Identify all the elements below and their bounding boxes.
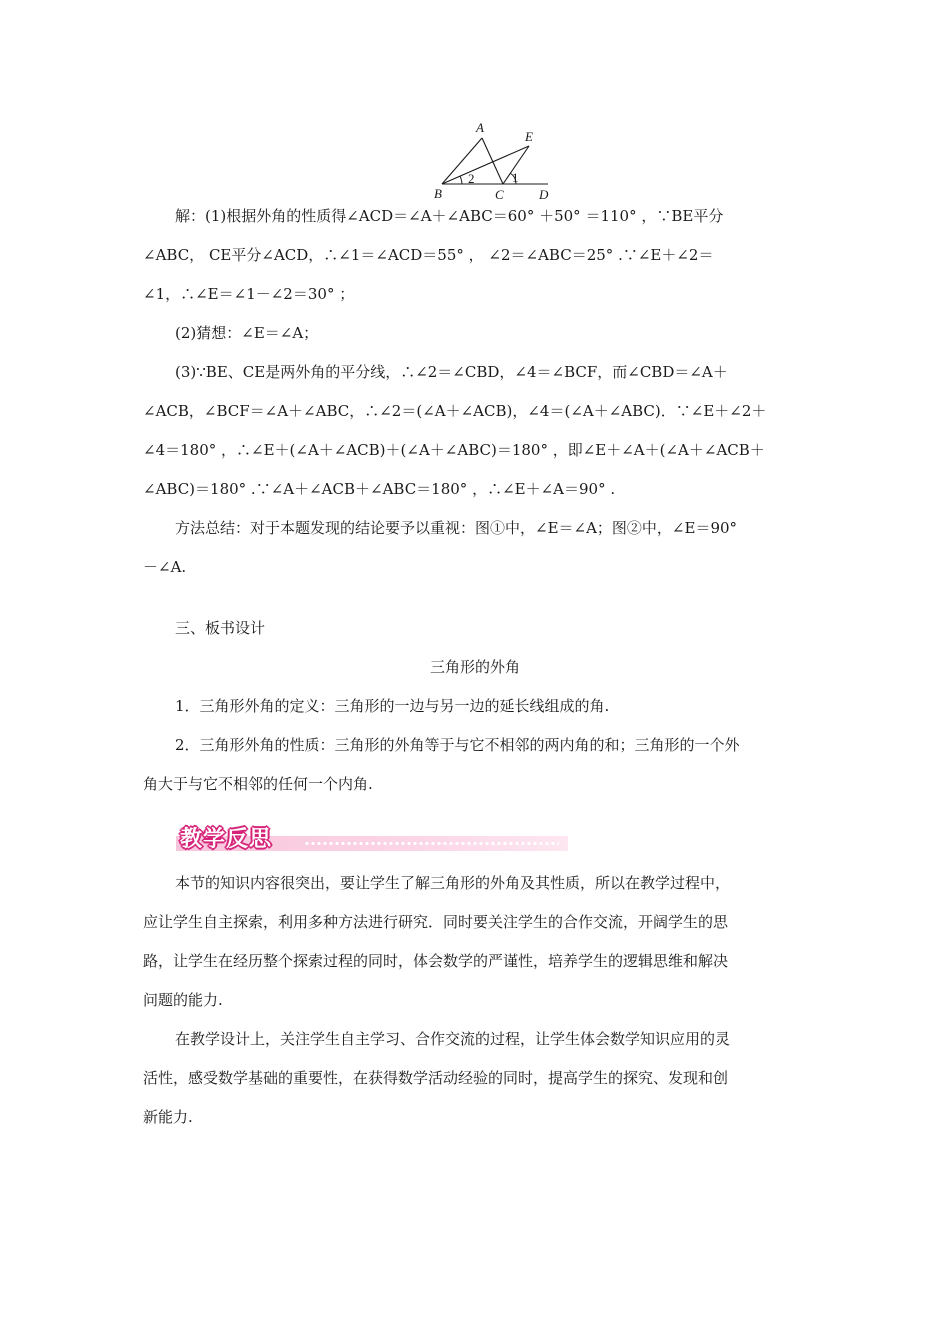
label-A: A	[476, 120, 484, 135]
reflection-para2-line1: 在教学设计上，关注学生自主学习、合作交流的过程，让学生体会数学知识应用的灵	[175, 1030, 731, 1048]
solution-part3-line1: (3)∵BE、CE是两外角的平分线，∴∠2＝∠CBD，∠4＝∠BCF，而∠CBD＝∠A＋	[175, 363, 728, 381]
board-section-title: 三、板书设计	[175, 619, 266, 637]
label-D: D	[539, 187, 549, 202]
board-item-2-line2: 角大于与它不相邻的任何一个内角.	[143, 775, 373, 793]
solution-part1-line1: 解：(1)根据外角的性质得∠ACD＝∠A＋∠ABC＝60° ＋50° ＝110° ，∵BE平分	[175, 207, 724, 225]
method-summary-line1: 方法总结：对于本题发现的结论要予以重视：图①中，∠E＝∠A；图②中，∠E＝90°	[175, 519, 738, 537]
angle-arc-2	[460, 176, 462, 184]
reflection-para1-line3: 路，让学生在经历整个探索过程的同时，体会数学的严谨性，培养学生的逻辑思维和解决	[143, 952, 729, 970]
solution-part3-line4: ∠ABC)＝180° .∵∠A＋∠ACB＋∠ABC＝180° ，∴∠E＋∠A＝90° .	[143, 480, 616, 498]
solution-part1-line2: ∠ABC， CE平分∠ACD，∴∠1＝∠ACD＝55° ， ∠2＝∠ABC＝25° .∵∠E＋∠2＝	[143, 246, 714, 264]
reflection-para1-line2: 应让学生自主探索，利用多种方法进行研究．同时要关注学生的合作交流，开阔学生的思	[143, 913, 729, 931]
reflection-para2-line3: 新能力.	[143, 1108, 193, 1126]
banner-title: 教学反思	[180, 827, 273, 852]
solution-part1-line3: ∠1，∴∠E＝∠1－∠2＝30° ；	[143, 285, 355, 303]
board-item-1: 1．三角形外角的定义：三角形的一边与另一边的延长线组成的角.	[175, 697, 610, 715]
reflection-banner	[176, 824, 568, 854]
label-B: B	[434, 186, 442, 201]
reflection-para1-line4: 问题的能力.	[143, 991, 223, 1009]
solution-part3-line3: ∠4＝180° ，∴∠E＋(∠A＋∠ACB)＋(∠A＋∠ABC)＝180° ，即∠E＋∠A＋(∠A＋∠ACB＋	[143, 441, 765, 459]
reflection-para1-line1: 本节的知识内容很突出，要让学生了解三角形的外角及其性质，所以在教学过程中，	[175, 874, 731, 892]
board-title: 三角形的外角	[429, 658, 520, 676]
banner-dots	[304, 842, 559, 845]
label-C: C	[495, 187, 504, 202]
label-E: E	[525, 129, 533, 144]
label-angle-2: 2	[468, 171, 475, 186]
method-summary-line2: －∠A.	[143, 558, 187, 576]
segment-BA	[442, 138, 482, 184]
solution-part3-line2: ∠ACB，∠BCF＝∠A＋∠ABC，∴∠2＝(∠A＋∠ACB)，∠4＝(∠A＋∠ABC)．∵∠E＋∠2＋	[143, 402, 767, 420]
segment-AC	[482, 138, 503, 184]
document-body	[143, 197, 807, 1137]
triangle-figure	[430, 118, 554, 204]
board-item-2-line1: 2．三角形外角的性质：三角形的外角等于与它不相邻的两内角的和；三角形的一个外	[175, 736, 740, 754]
label-angle-1: 1	[512, 170, 519, 185]
spacer	[143, 587, 807, 609]
solution-part2: (2)猜想：∠E＝∠A；	[175, 324, 319, 342]
reflection-para2-line2: 活性，感受数学基础的重要性，在获得数学活动经验的同时，提高学生的探究、发现和创	[143, 1069, 729, 1087]
reflection-heading	[143, 810, 807, 864]
